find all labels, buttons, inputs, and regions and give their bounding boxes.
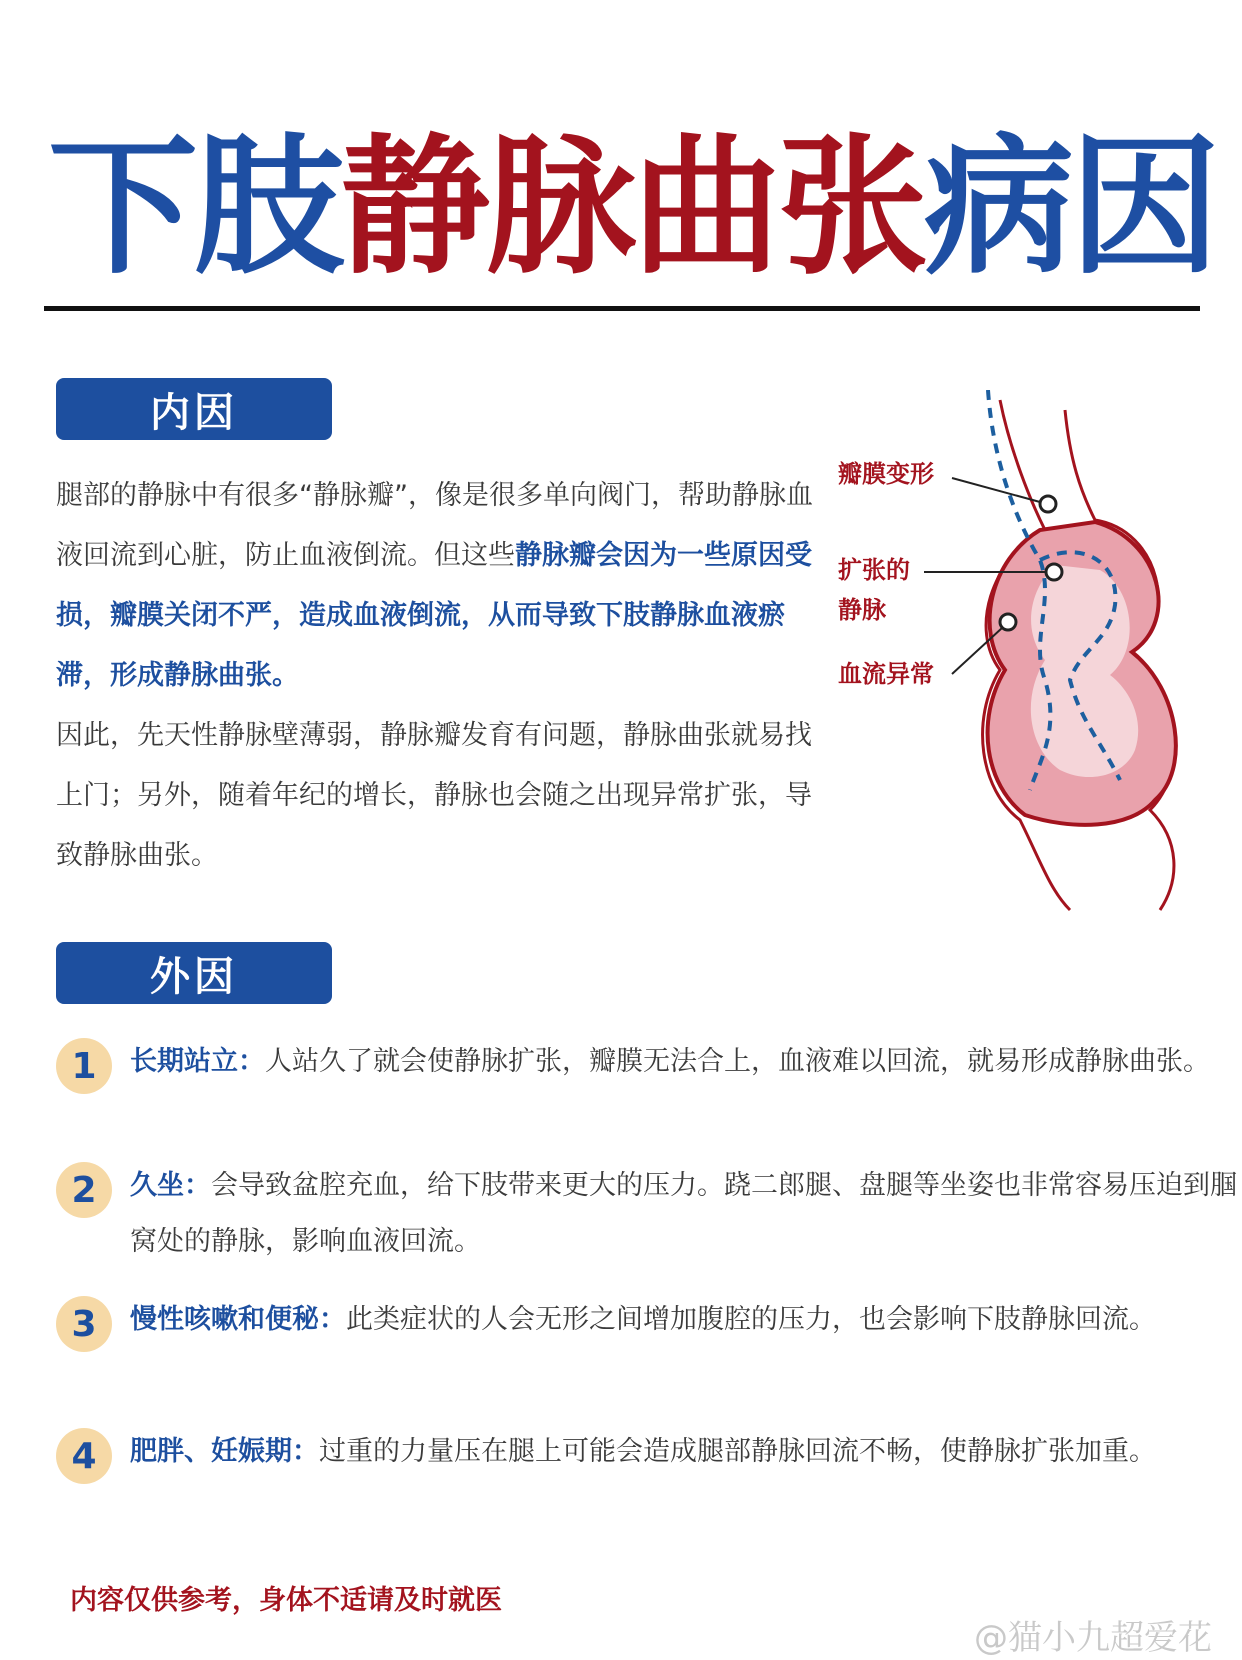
valve-marker-2 <box>1046 564 1062 580</box>
title-part-1: 下肢 <box>48 121 341 295</box>
cause-title: 长期站立： <box>130 1046 265 1077</box>
cause-description: 过重的力量压在腿上可能会造成腿部静脉回流不畅，使静脉扩张加重。 <box>319 1436 1156 1467</box>
disclaimer-footer: 内容仅供参考，身体不适请及时就医 <box>70 1585 502 1616</box>
cause-title: 慢性咳嗽和便秘： <box>130 1304 346 1335</box>
cause-number-badge: 4 <box>56 1428 112 1484</box>
title-part-3: 病因 <box>924 121 1217 295</box>
external-causes-tag: 外因 <box>56 942 332 1004</box>
cause-text <box>130 1034 1240 1090</box>
valve-marker-1 <box>1040 496 1056 512</box>
internal-paragraph-1-text: 腿部的静脉中有很多“静脉瓣”，像是很多单向阀门，帮助静脉血液回流到心脏，防止血液倒流。但这些 <box>56 480 813 571</box>
cause-number-badge: 3 <box>56 1296 112 1352</box>
internal-causes-tag: 内因 <box>56 378 332 440</box>
label-dilated: 扩张的 <box>838 556 910 584</box>
cause-title: 肥胖、妊娠期： <box>130 1436 319 1467</box>
cause-text <box>130 1424 1240 1480</box>
cause-description: 人站久了就会使静脉扩张，瓣膜无法合上，血液难以回流，就易形成静脉曲张。 <box>265 1046 1210 1077</box>
internal-paragraph-1-highlight: 静脉瓣会因为一些原因受损，瓣膜关闭不严，造成血液倒流，从而导致下肢静脉血液瘀滞，形成静脉曲张。 <box>56 540 812 691</box>
internal-paragraph-2: 因此，先天性静脉壁薄弱，静脉瓣发育有问题，静脉曲张就易找上门；另外，随着年纪的增长，静脉也会随之出现异常扩张，导致静脉曲张。 <box>56 720 812 871</box>
label-vein: 静脉 <box>838 596 886 624</box>
cause-description: 会导致盆腔充血，给下肢带来更大的压力。跷二郎腿、盘腿等坐姿也非常容易压迫到腘窝处的静脉，影响血液回流。 <box>130 1170 1237 1257</box>
label-valve-deformed: 瓣膜变形 <box>838 460 934 488</box>
vein-diagram <box>838 390 1220 920</box>
cause-title: 久坐： <box>130 1170 211 1201</box>
cause-description: 此类症状的人会无形之间增加腹腔的压力，也会影响下肢静脉回流。 <box>346 1304 1156 1335</box>
cause-text <box>130 1158 1240 1270</box>
watermark: @猫小九超爱花 <box>974 1618 1212 1658</box>
label-abnormal-flow: 血流异常 <box>838 660 934 688</box>
page-title <box>48 121 1217 295</box>
internal-paragraph-1 <box>56 466 836 706</box>
cause-text <box>130 1292 1240 1348</box>
title-divider <box>44 306 1200 311</box>
valve-marker-3 <box>1000 614 1016 630</box>
cause-number-badge: 1 <box>56 1038 112 1094</box>
cause-number-badge: 2 <box>56 1162 112 1218</box>
title-part-2: 静脉曲张 <box>340 121 925 295</box>
